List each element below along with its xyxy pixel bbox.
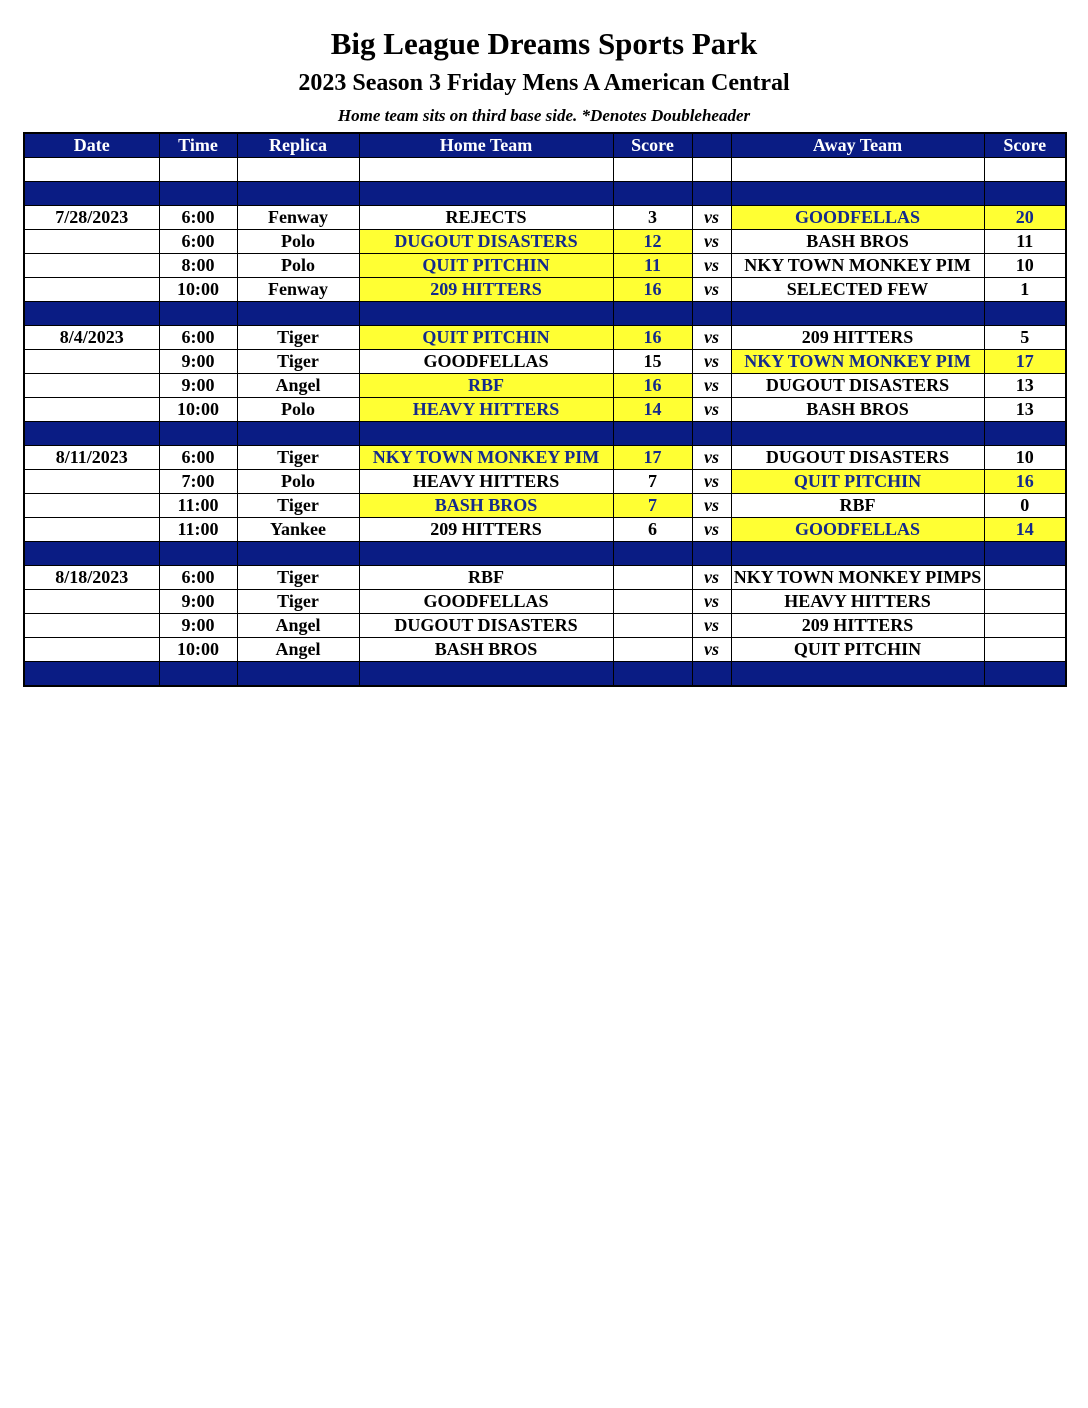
vs-label: vs [692, 254, 731, 278]
week-separator-band [24, 422, 1066, 446]
away-team: NKY TOWN MONKEY PIM [731, 254, 984, 278]
away-team: NKY TOWN MONKEY PIMPS [731, 566, 984, 590]
vs-label: vs [692, 494, 731, 518]
game-row [24, 638, 1066, 662]
game-row [24, 254, 1066, 278]
game-row [24, 566, 1066, 590]
schedule-body [24, 158, 1066, 687]
home-score: 7 [613, 494, 692, 518]
game-date: 8/11/2023 [24, 446, 159, 470]
away-score: 0 [984, 494, 1066, 518]
week-separator-band [24, 662, 1066, 687]
away-score: 13 [984, 374, 1066, 398]
game-time: 6:00 [159, 446, 237, 470]
home-team: GOODFELLAS [359, 350, 613, 374]
vs-label: vs [692, 638, 731, 662]
game-date [24, 374, 159, 398]
away-team: GOODFELLAS [731, 518, 984, 542]
game-time: 9:00 [159, 374, 237, 398]
home-score: 7 [613, 470, 692, 494]
game-time: 6:00 [159, 566, 237, 590]
game-date [24, 230, 159, 254]
game-time: 7:00 [159, 470, 237, 494]
away-score [984, 590, 1066, 614]
vs-label: vs [692, 278, 731, 302]
game-time: 10:00 [159, 398, 237, 422]
home-team: RBF [359, 374, 613, 398]
column-header-time: Time [159, 133, 237, 158]
vs-label: vs [692, 398, 731, 422]
home-score [613, 614, 692, 638]
column-header-away-team: Away Team [731, 133, 984, 158]
game-field: Yankee [237, 518, 359, 542]
schedule-table [23, 132, 1067, 687]
game-date [24, 638, 159, 662]
game-field: Polo [237, 230, 359, 254]
away-score: 14 [984, 518, 1066, 542]
game-row [24, 350, 1066, 374]
vs-label: vs [692, 326, 731, 350]
week-separator-band [24, 182, 1066, 206]
away-score [984, 638, 1066, 662]
game-row [24, 206, 1066, 230]
game-row [24, 326, 1066, 350]
home-team: QUIT PITCHIN [359, 326, 613, 350]
vs-label: vs [692, 230, 731, 254]
header-row [24, 133, 1066, 158]
away-team: QUIT PITCHIN [731, 638, 984, 662]
blank-row [24, 158, 1066, 182]
vs-label: vs [692, 518, 731, 542]
away-score: 17 [984, 350, 1066, 374]
home-score [613, 590, 692, 614]
home-team: 209 HITTERS [359, 278, 613, 302]
game-row [24, 590, 1066, 614]
home-score: 15 [613, 350, 692, 374]
game-time: 11:00 [159, 494, 237, 518]
away-score: 1 [984, 278, 1066, 302]
game-field: Angel [237, 614, 359, 638]
home-score: 17 [613, 446, 692, 470]
game-time: 9:00 [159, 614, 237, 638]
home-team: REJECTS [359, 206, 613, 230]
game-time: 6:00 [159, 230, 237, 254]
game-row [24, 398, 1066, 422]
game-row [24, 446, 1066, 470]
column-header-home-team: Home Team [359, 133, 613, 158]
home-score: 6 [613, 518, 692, 542]
vs-label: vs [692, 590, 731, 614]
home-team: DUGOUT DISASTERS [359, 614, 613, 638]
game-date [24, 518, 159, 542]
game-date [24, 470, 159, 494]
game-time: 6:00 [159, 206, 237, 230]
week-separator-band [24, 302, 1066, 326]
away-team: NKY TOWN MONKEY PIM [731, 350, 984, 374]
away-score: 16 [984, 470, 1066, 494]
vs-label: vs [692, 614, 731, 638]
game-field: Angel [237, 638, 359, 662]
column-header-date: Date [24, 133, 159, 158]
column-header-home-score: Score [613, 133, 692, 158]
home-team-note: Home team sits on third base side. *Denotes Doubleheader [337, 106, 751, 125]
game-time: 10:00 [159, 638, 237, 662]
game-field: Tiger [237, 350, 359, 374]
game-row [24, 518, 1066, 542]
game-time: 8:00 [159, 254, 237, 278]
away-score [984, 614, 1066, 638]
away-score: 5 [984, 326, 1066, 350]
home-score: 14 [613, 398, 692, 422]
game-time: 9:00 [159, 590, 237, 614]
away-team: QUIT PITCHIN [731, 470, 984, 494]
game-date [24, 590, 159, 614]
home-team: GOODFELLAS [359, 590, 613, 614]
game-row [24, 470, 1066, 494]
vs-label: vs [692, 566, 731, 590]
away-team: BASH BROS [731, 398, 984, 422]
home-score: 12 [613, 230, 692, 254]
home-score: 3 [613, 206, 692, 230]
game-date [24, 278, 159, 302]
home-team: BASH BROS [359, 638, 613, 662]
vs-label: vs [692, 350, 731, 374]
home-score [613, 566, 692, 590]
vs-label: vs [692, 206, 731, 230]
away-team: HEAVY HITTERS [731, 590, 984, 614]
game-field: Fenway [237, 206, 359, 230]
column-header-vs [692, 133, 731, 158]
game-date: 8/4/2023 [24, 326, 159, 350]
game-field: Angel [237, 374, 359, 398]
game-field: Polo [237, 398, 359, 422]
home-score: 16 [613, 326, 692, 350]
away-team: RBF [731, 494, 984, 518]
home-score: 16 [613, 278, 692, 302]
game-date: 8/18/2023 [24, 566, 159, 590]
game-time: 6:00 [159, 326, 237, 350]
home-team: HEAVY HITTERS [359, 398, 613, 422]
away-score: 11 [984, 230, 1066, 254]
week-separator-band [24, 542, 1066, 566]
game-date [24, 350, 159, 374]
game-field: Fenway [237, 278, 359, 302]
game-row [24, 494, 1066, 518]
game-row [24, 614, 1066, 638]
home-team: NKY TOWN MONKEY PIM [359, 446, 613, 470]
vs-label: vs [692, 470, 731, 494]
home-team: DUGOUT DISASTERS [359, 230, 613, 254]
game-time: 9:00 [159, 350, 237, 374]
away-score: 10 [984, 446, 1066, 470]
home-team: HEAVY HITTERS [359, 470, 613, 494]
game-date [24, 398, 159, 422]
home-team: 209 HITTERS [359, 518, 613, 542]
away-score [984, 566, 1066, 590]
game-date [24, 254, 159, 278]
away-team: 209 HITTERS [731, 326, 984, 350]
away-score: 10 [984, 254, 1066, 278]
game-field: Polo [237, 470, 359, 494]
game-field: Tiger [237, 446, 359, 470]
game-date [24, 614, 159, 638]
away-score: 13 [984, 398, 1066, 422]
away-team: DUGOUT DISASTERS [731, 374, 984, 398]
game-field: Tiger [237, 326, 359, 350]
game-time: 11:00 [159, 518, 237, 542]
game-field: Polo [237, 254, 359, 278]
game-row [24, 374, 1066, 398]
page-title: Big League Dreams Sports Park [330, 26, 758, 61]
vs-label: vs [692, 446, 731, 470]
league-subtitle: 2023 Season 3 Friday Mens A American Central [298, 70, 790, 96]
home-team: RBF [359, 566, 613, 590]
away-team: SELECTED FEW [731, 278, 984, 302]
game-field: Tiger [237, 494, 359, 518]
game-row [24, 278, 1066, 302]
home-team: QUIT PITCHIN [359, 254, 613, 278]
home-score: 16 [613, 374, 692, 398]
home-score [613, 638, 692, 662]
game-date: 7/28/2023 [24, 206, 159, 230]
column-header-replica: Replica [237, 133, 359, 158]
away-team: 209 HITTERS [731, 614, 984, 638]
game-date [24, 494, 159, 518]
away-team: DUGOUT DISASTERS [731, 446, 984, 470]
away-team: GOODFELLAS [731, 206, 984, 230]
game-field: Tiger [237, 566, 359, 590]
away-score: 20 [984, 206, 1066, 230]
game-field: Tiger [237, 590, 359, 614]
home-score: 11 [613, 254, 692, 278]
vs-label: vs [692, 374, 731, 398]
column-header-away-score: Score [984, 133, 1066, 158]
game-row [24, 230, 1066, 254]
game-time: 10:00 [159, 278, 237, 302]
home-team: BASH BROS [359, 494, 613, 518]
away-team: BASH BROS [731, 230, 984, 254]
